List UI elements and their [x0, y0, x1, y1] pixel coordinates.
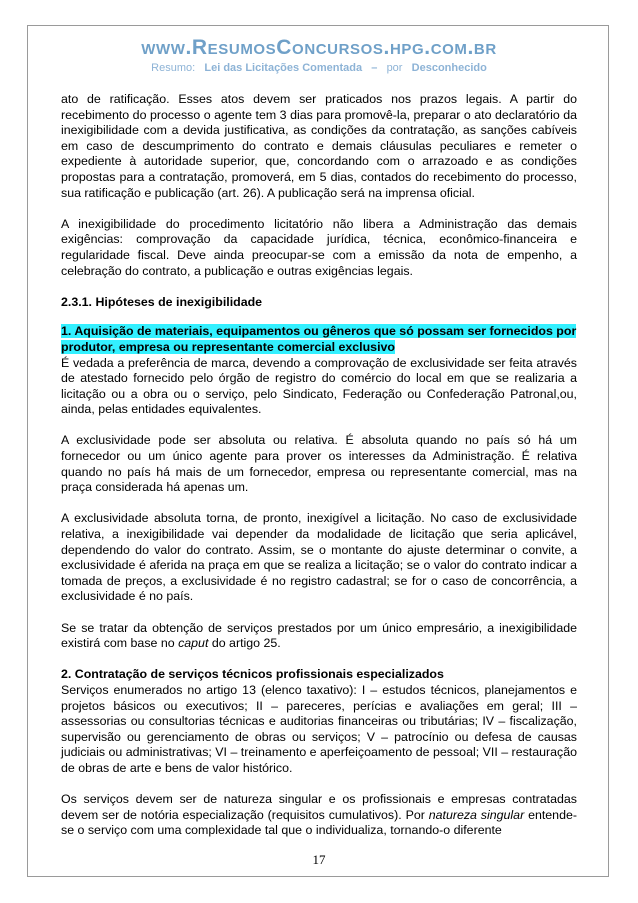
paragraph-servicos-enumerados: Serviços enumerados no artigo 13 (elenco taxativo): I – estudos técnicos, planejamentos e projetos básicos ou executivos; II – pareceres, perícias e avaliações em geral; III – assessorias ou consultorias técnicas e auditorias financeiras ou tributárias; IV – fiscalização, supervisão ou gerenciamento de obras ou serviços; V – patrocínio ou defesa de causas judiciais ou administrativas; VI – treinamento e aperfeiçoamento de pessoal; VII – restauração de obras de arte e bens de valor histórico.	[61, 682, 577, 775]
byline-author: Desconhecido	[411, 62, 487, 74]
paragraph-servicos-empresario: Se se tratar da obtenção de serviços prestados por um único empresário, a inexigibilidade existirá com base no caput do artigo 25.	[61, 620, 577, 651]
resumo-label: Resumo:	[151, 62, 196, 74]
paragraph-exclusividade-absoluta: A exclusividade absoluta torna, de pronto, inexigível a licitação. No caso de exclusividade relativa, a inexigibilidade vai depender da modalidade de licitação que seria aplicável, dependendo do valor do contrato. Assim, se o montante do ajuste determinar o convite, a exclusividade é aferida na praça em que se realiza a licitação; se o valor do contrato indicar a tomada de preços, a exclusividade é no registro cadastral; se for o caso de concorrência, a exclusividade é no país.	[61, 511, 577, 604]
site-url: www.ResumosConcursos.hpg.com.br	[141, 36, 497, 59]
paragraph-marca: É vedada a preferência de marca, devendo a comprovação de exclusividade ser feita através de atestado fornecido pelo órgão de registro do comércio do local em que se realizaria a licitação ou a obra ou o serviço, pelo Sindicato, Federação ou Confederação Patronal,ou, ainda, pelas entidades equivalentes.	[61, 355, 577, 417]
highlighted-heading	[61, 324, 577, 355]
byline	[0, 61, 638, 75]
page-number: 17	[312, 852, 326, 867]
document-body	[61, 92, 577, 839]
byline-dash: –	[371, 62, 378, 74]
heading-servicos-tecnicos: 2. Contratação de serviços técnicos profissionais especializados	[61, 667, 444, 682]
heading-aquisicao: 1. Aquisição de materiais, equipamentos ou gêneros que só possam ser fornecidos por produtor, empresa ou representante comercial exclusivo	[61, 324, 577, 354]
byline-por: por	[386, 62, 403, 74]
paragraph-natureza-singular: Os serviços devem ser de natureza singular e os profissionais e empresas contratadas devem ser de notória especialização (requisitos cumulativos). Por natureza singular entende-se o serviço com uma complexidade tal que o individualiza, tornando-o diferente	[61, 792, 577, 838]
page-header	[0, 36, 638, 75]
paragraph-ratificacao: ato de ratificação. Esses atos devem ser praticados nos prazos legais. A partir do recebimento do processo o agente tem 3 dias para promovê-la, preparar o ato declaratório da inexigibilidade com a devida justificativa, as condições da contratação, as sanções cabíveis em caso de descumprimento do contrato e demais cláusulas peculiares e remeter o expediente à autoridade superior, que, concordando com o arrazoado e as condições propostas para a contratação, promoverá, em 5 dias, contados do recebimento do processo, sua ratificação e publicação (art. 26). A publicação será na imprensa oficial.	[61, 92, 577, 200]
paragraph-exclusividade: A exclusividade pode ser absoluta ou relativa. É absoluta quando no país só há um fornecedor ou um único agente para prover os interesses da Administração. É relativa quando no país há mais de um fornecedor, empresa ou representante comercial, mas na praça considerada há apenas um.	[61, 433, 577, 495]
paragraph-exigencias: A inexigibilidade do procedimento licitatório não libera a Administração das demais exigências: comprovação da capacidade jurídica, técnica, econômico-financeira e regularidade fiscal. Deve ainda preocupar-se com a emissão da nota de empenho, a celebração do contrato, a publicação e outras exigências legais.	[61, 216, 577, 278]
resumo-title: Lei das Licitações Comentada	[204, 62, 363, 74]
section-title: 2.3.1. Hipóteses de inexigibilidade	[61, 294, 263, 309]
